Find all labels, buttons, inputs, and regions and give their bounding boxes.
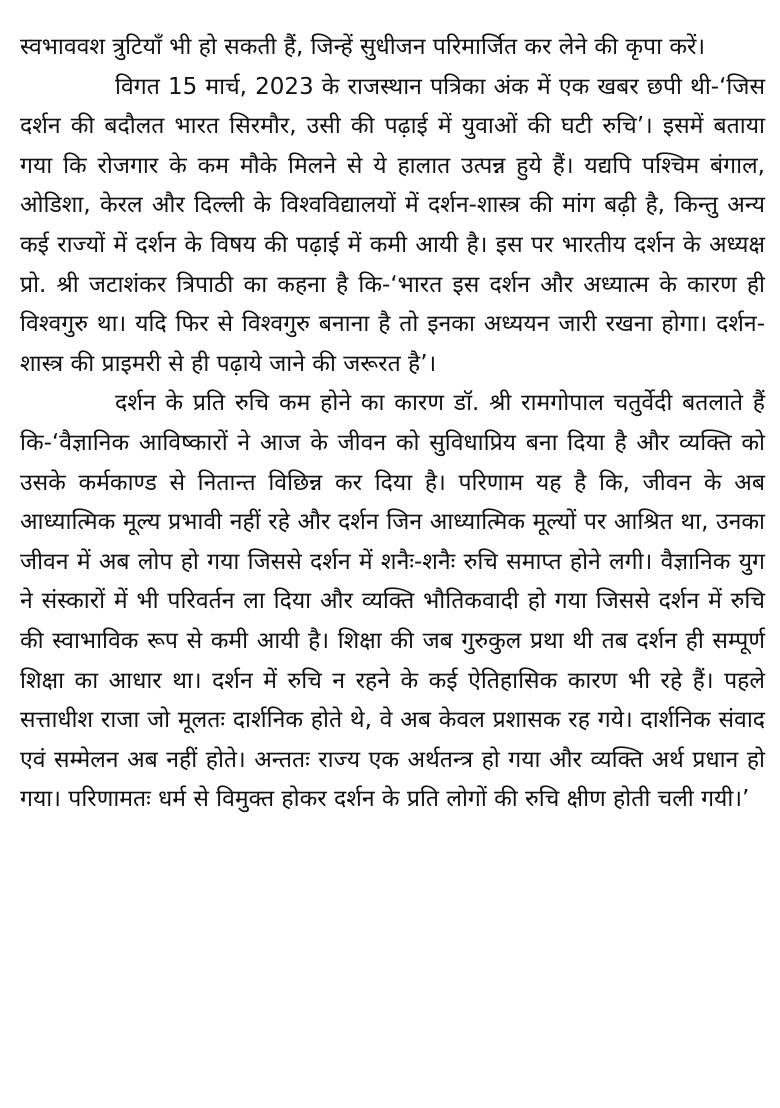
paragraph-news-report: विगत 15 मार्च, 2023 के राजस्थान पत्रिका अंक में एक खबर छपी थी-‘जिस दर्शन की बदौलत भारत सिरमौर, उसी की पढ़ाई में युवाओं की घटी रुचि’। इसमें बताया गया कि रोजगार के कम मौके मिलने से ये हालात उत्पन्न हुये हैं। यद्यपि पश्चिम बंगाल, ओडिशा, केरल और दिल्ली के विश्वविद्यालयों में दर्शन-शास्त्र की मांग बढ़ी है, किन्तु अन्य कई राज्यों में दर्शन के विषय की पढ़ाई में कमी आयी है। इस पर भारतीय दर्शन के अध्यक्ष प्रो. श्री जटाशंकर त्रिपाठी का कहना है कि-‘भारत इस दर्शन और अध्यात्म के कारण ही विश्वगुरु था। यदि फिर से विश्वगुरु बनाना है तो इनका अध्ययन जारी रखना होगा। दर्शन-शास्त्र की प्राइमरी से ही पढ़ाये जाने की जरूरत है’। [20,73,765,377]
document-page [20,28,765,820]
paragraph-reasons: दर्शन के प्रति रुचि कम होने का कारण डॉ. श्री रामगोपाल चतुर्वेदी बतलाते हैं कि-‘वैज्ञानिक आविष्कारों ने आज के जीवन को सुविधाप्रिय बना दिया है और व्यक्ति को उसके कर्मकाण्ड से नितान्त विछिन्न कर दिया है। परिणाम यह है कि, जीवन के अब आध्यात्मिक मूल्य प्रभावी नहीं रहे और दर्शन जिन आध्यात्मिक मूल्यों पर आश्रित था, उनका जीवन में अब लोप हो गया जिससे दर्शन में शनैः-शनैः रुचि समाप्त होने लगी। वैज्ञानिक युग ने संस्कारों में भी परिवर्तन ला दिया और व्यक्ति भौतिकवादी हो गया जिससे दर्शन में रुचि की स्वाभाविक रूप से कमी आयी है। शिक्षा की जब गुरुकुल प्रथा थी तब दर्शन ही सम्पूर्ण शिक्षा का आधार था। दर्शन में रुचि न रहने के कई ऐतिहासिक कारण भी रहे हैं। पहले सत्ताधीश राजा जो मूलतः दार्शनिक होते थे, वे अब केवल प्रशासक रह गये। दार्शनिक संवाद एवं सम्मेलन अब नहीं होते। अन्ततः राज्य एक अर्थतन्त्र हो गया और व्यक्ति अर्थ प्रधान हो गया। परिणामतः धर्म से विमुक्त होकर दर्शन के प्रति लोगों की रुचि क्षीण होती चली गयी।’ [20,390,765,813]
paragraph-continuation: स्वभाववश त्रुटियाँ भी हो सकती हैं, जिन्हें सुधीजन परिमार्जित कर लेने की कृपा करें। [20,34,706,60]
